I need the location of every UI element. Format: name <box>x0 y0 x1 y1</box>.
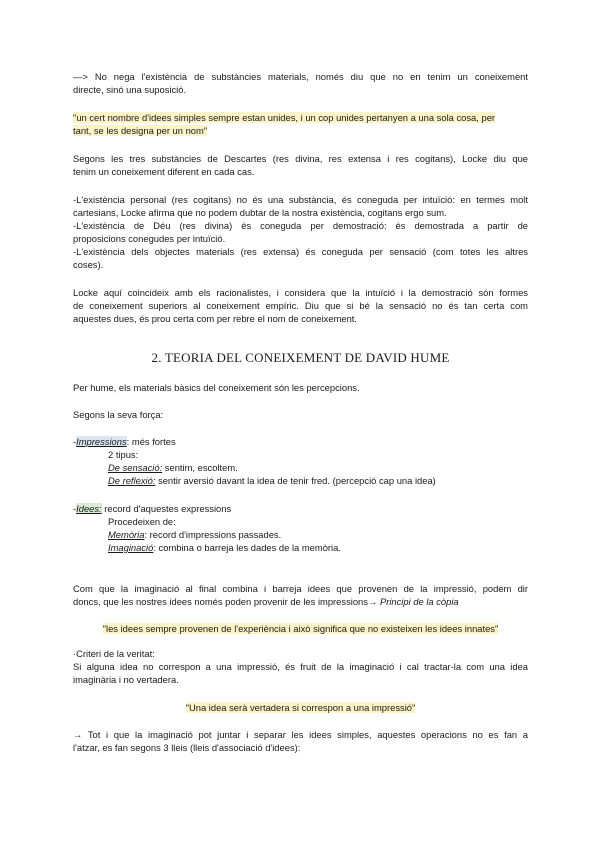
memory-term: Memòria <box>108 529 145 540</box>
impressions-types: 2 tipus: <box>108 449 139 460</box>
copy-principle-line2 <box>73 596 528 609</box>
ideas-dash: - <box>73 503 77 514</box>
existence-list-line1: -L'existència personal (res cogitans) no és una substància, és coneguda per intuïció: en termes molt <box>73 194 528 205</box>
descartes-substances-line2: tenim un coneixement diferent en cada cas. <box>73 166 255 177</box>
force-intro: Segons la seva força: <box>73 409 164 420</box>
existence-list-line5: -L'existència dels objectes materials (res extensa) és coneguda per sensació (com totes les altres <box>73 246 528 257</box>
section-title: 2. TEORIA DEL CONEIXEMENT DE DAVID HUME <box>151 350 450 365</box>
sensation-term: De sensació: <box>108 462 163 473</box>
truth-criterion-line3: imaginària i no vertadera. <box>73 674 179 685</box>
existence-list-line2: cartesians, Locke afirma que no podem dubtar de la nostra existència, cogitans ergo sum. <box>73 207 447 218</box>
ideas-line <box>73 503 528 516</box>
memory-text: : record d'impressions passades. <box>144 529 282 540</box>
impressions-reflection <box>108 475 436 488</box>
locke-material-substances-line1: —> No nega l'existència de substàncies materials, només diu que no en tenim un coneixement <box>73 71 528 82</box>
copy-principle-term: Principi de la còpia <box>379 596 459 607</box>
association-laws-line1: → Tot i que la imaginació pot juntar i separar les idees simples, aquestes operacions no es fan a <box>73 729 528 740</box>
quote-simple-ideas <box>73 112 528 137</box>
quote-true-idea <box>73 702 528 715</box>
quote-innate-ideas-text: "les idees sempre provenen de l'experiència i això significa que no existeixen les idees innates" <box>102 623 499 634</box>
sensation-text: sentim, escoltem. <box>162 462 238 473</box>
existence-list-line3: -L'existència de Déu (res divina) és coneguda per demostració: és demostrada a partir de <box>73 220 528 231</box>
imagination-term: Imaginació <box>108 542 154 553</box>
locke-material-substances-line2: directe, sinó una suposició. <box>73 84 187 95</box>
quote-innate-ideas <box>73 623 528 636</box>
locke-rationalists-line1: Locke aquí coincideix amb els racionalistes, i considera que la intuïció i la demostració són formes <box>73 287 528 298</box>
existence-list-line6: coses). <box>73 259 104 270</box>
truth-criterion-heading: ·Criteri de la veritat: <box>73 648 155 659</box>
truth-criterion-line2: Si alguna idea no correspon a una impressió, és fruit de la imaginació i cal tractar-la com una idea <box>73 661 528 672</box>
descartes-substances-line1: Segons les tres substàncies de Descartes (res divina, res extensa i res cogitans), Locke diu que <box>73 153 528 164</box>
reflection-term: De reflexió: <box>108 475 156 486</box>
quote-simple-ideas-line2: tant, se les designa per un nom" <box>73 124 208 136</box>
existence-list-line4: proposicions conegudes per intuïció. <box>73 233 226 244</box>
ideas-proceed: Procedeixen de: <box>108 516 176 527</box>
impressions-desc: : més fortes <box>126 436 176 447</box>
impressions-dash: - <box>73 436 77 447</box>
impressions-sensation <box>108 462 238 475</box>
copy-principle-line1: Com que la imaginació al final combina i barreja idees que provenen de la impressió, podem dir <box>73 583 528 594</box>
locke-rationalists-line3: aquestes dues, és prou certa com per rebre el nom de coneixement. <box>73 313 358 324</box>
reflection-text: sentir aversió davant la idea de tenir fred. (percepció cap una idea) <box>155 475 436 486</box>
hume-intro: Per hume, els materials bàsics del coneixement són les percepcions. <box>73 382 360 393</box>
impressions-line <box>73 436 528 449</box>
ideas-term: Idees: <box>76 503 102 514</box>
ideas-imagination <box>108 542 341 555</box>
locke-rationalists-line2: de coneixement superiors al coneixement empíric. Diu que si bé la sensació no és tan certa com <box>73 300 528 311</box>
association-laws-line2: l'atzar, es fan segons 3 lleis (lleis d'associació d'idees): <box>73 742 301 753</box>
ideas-memory <box>108 529 281 542</box>
imagination-text: : combina o barreja les dades de la memòria. <box>153 542 341 553</box>
quote-true-idea-text: "Una idea serà vertadera si correspon a una impressió" <box>185 702 416 713</box>
ideas-desc: record d'aquestes expressions <box>101 503 232 514</box>
impressions-term: Impressions <box>76 436 127 447</box>
copy-principle-text: doncs, que les nostres idees només poden provenir de les impressions→ <box>73 596 380 607</box>
quote-simple-ideas-line1: "un cert nombre d'idees simples sempre estan unides, i un cop unides pertanyen a una sola cosa, per <box>73 112 496 123</box>
